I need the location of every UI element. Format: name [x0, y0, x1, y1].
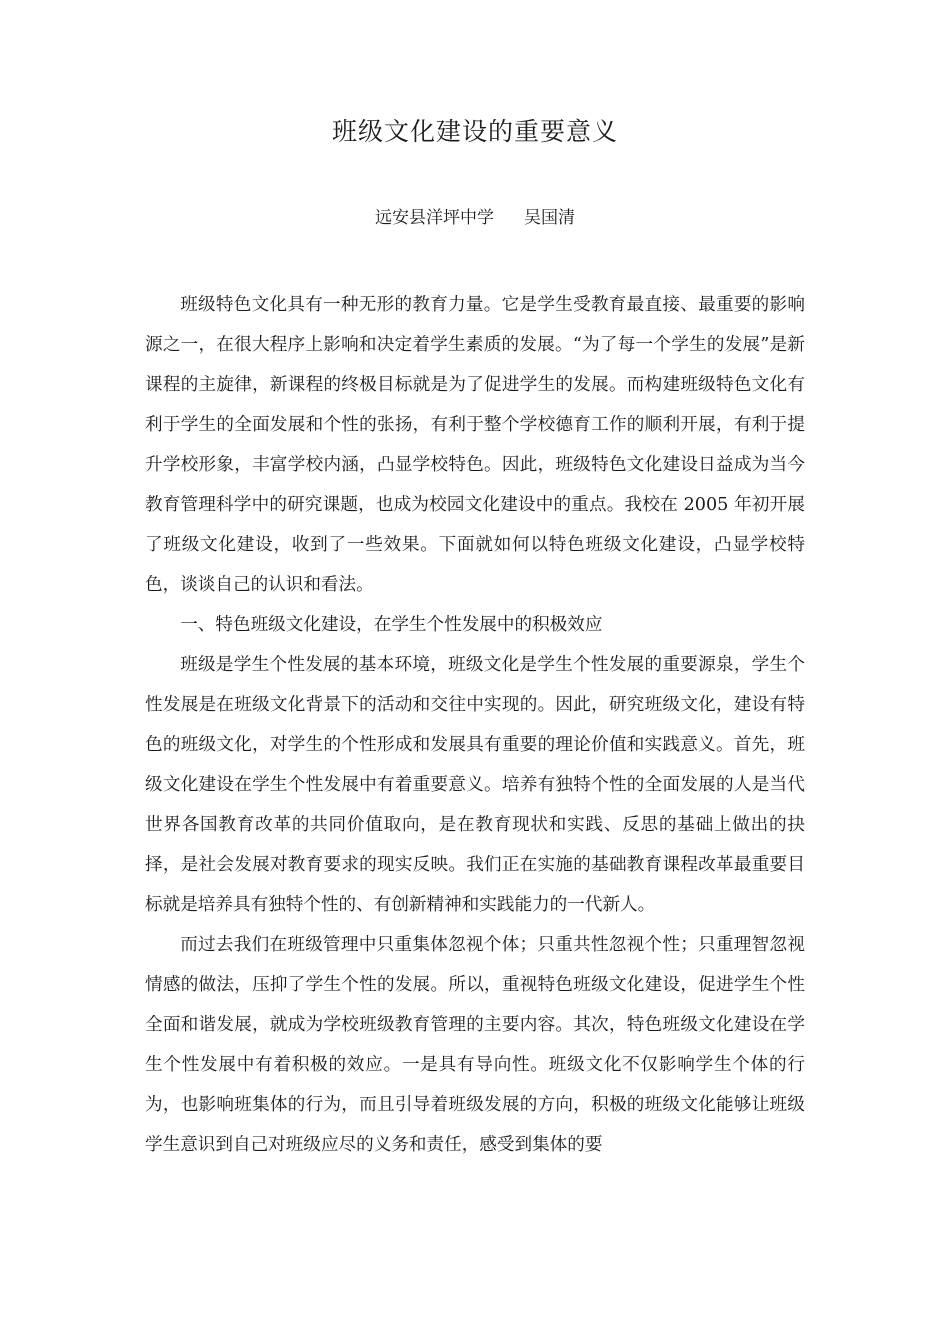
document-title: 班级文化建设的重要意义 [331, 117, 618, 146]
author-byline [0, 203, 950, 233]
paragraph-continued: 而过去我们在班级管理中只重集体忽视个体；只重共性忽视个性；只重理智忽视情感的做法，压抑了学生个性的发展。所以，重视特色班级文化建设，促进学生个性全面和谐发展，就成为学校班级教育管理的主要内容。其次，特色班级文化建设在学生个性发展中有着积极的效应。一是具有导向性。班级文化不仅影响学生个体的行为，也影响班集体的行为，而且引导着班级发展的方向，积极的班级文化能够让班级学生意识到自己对班级应尽的义务和责任，感受到集体的要 [145, 935, 805, 1155]
paragraph-intro: 班级特色文化具有一种无形的教育力量。它是学生受教育最直接、最重要的影响源之一，在很大程序上影响和决定着学生素质的发展。“为了每一个学生的发展”是新课程的主旋律，新课程的终极目标就是为了促进学生的发展。而构建班级特色文化有利于学生的全面发展和个性的张扬，有利于整个学校德育工作的顺利开展，有利于提升学校形象，丰富学校内涵，凸显学校特色。因此，班级特色文化建设日益成为当今教育管理科学中的研究课题，也成为校园文化建设中的重点。我校在 2005 年初开展了班级文化建设，收到了一些效果。下面就如何以特色班级文化建设，凸显学校特色，谈谈自己的认识和看法。 [145, 295, 805, 595]
author-school: 远安县洋坪中学 [375, 208, 494, 228]
section-heading-1: 一、特色班级文化建设，在学生个性发展中的积极效应 [180, 615, 603, 635]
paragraph-section-1: 班级是学生个性发展的基本环境，班级文化是学生个性发展的重要源泉，学生个性发展是在班级文化背景下的活动和交往中实现的。因此，研究班级文化，建设有特色的班级文化，对学生的个性形成和发展具有重要的理论价值和实践意义。首先，班级文化建设在学生个性发展中有着重要意义。培养有独特个性的全面发展的人是当代世界各国教育改革的共同价值取向，是在教育现状和实践、反思的基础上做出的抉择，是社会发展对教育要求的现实反映。我们正在实施的基础教育课程改革最重要目标就是培养具有独特个性的、有创新精神和实践能力的一代新人。 [145, 655, 805, 915]
author-name: 吴国清 [524, 208, 575, 228]
document-body [145, 285, 805, 1165]
